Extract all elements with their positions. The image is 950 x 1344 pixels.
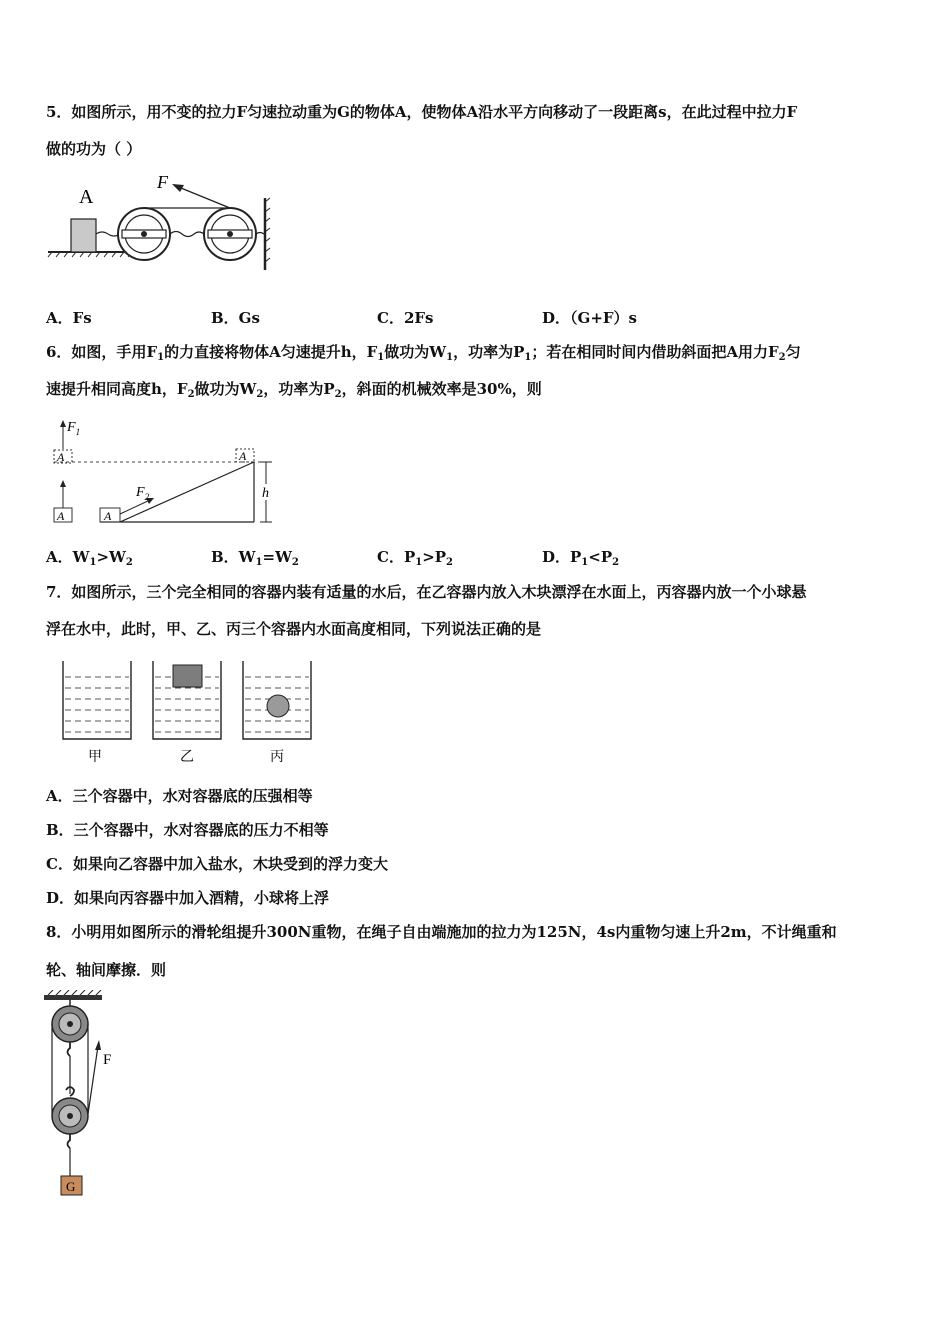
q8-stem-line2: 轮、轴间摩擦．则: [46, 961, 167, 979]
svg-text:A: A: [239, 449, 247, 463]
q8-label-f: F: [103, 1052, 112, 1068]
svg-text:A: A: [57, 509, 65, 523]
q7-stem-line1: 7．如图所示，三个完全相同的容器内装有适量的水后，在乙容器内放入木块漂浮在水面上，丙容器内放一个小球悬: [46, 583, 807, 601]
q5-option-a[interactable]: A．Fs: [46, 309, 92, 327]
q5-option-d[interactable]: D．（G+F）s: [542, 309, 637, 327]
svg-text:G: G: [66, 1179, 76, 1194]
q5-stem-line1: 5．如图所示，用不变的拉力F匀速拉动重为G的物体A，使物体A沿水平方向移动了一段距离s，在此过程中拉力F: [46, 103, 798, 121]
q6-option-b[interactable]: B．$W_1=W_2$: [211, 548, 299, 568]
q6-option-c[interactable]: C．$P_1>P_2$: [377, 548, 454, 568]
svg-text:F1: $F_1$: [67, 420, 81, 437]
q7-figure: [60, 657, 320, 769]
svg-text:A: A: [57, 450, 65, 464]
q5-label-a: A: [79, 186, 94, 208]
q7-option-a[interactable]: A．三个容器中，水对容器底的压强相等: [46, 787, 313, 805]
q7-container-jia: [63, 661, 131, 739]
q8-figure: [40, 990, 130, 1200]
q6-figure: [46, 414, 286, 530]
q6-option-d[interactable]: D．$P_1<P_2$: [542, 548, 620, 568]
q7-option-c[interactable]: C．如果向乙容器中加入盐水，木块受到的浮力变大: [46, 855, 388, 873]
q8-stem-line1: 8．小明用如图所示的滑轮组提升300N重物，在绳子自由端施加的拉力为125N，4s内重物匀速上升2m，不计绳重和: [46, 923, 837, 941]
q5-block-a: [71, 219, 96, 252]
q5-figure: [44, 168, 284, 276]
q8-fixed-pulley: [52, 1006, 88, 1042]
svg-text:A: A: [104, 509, 112, 523]
q6-stem-line1: 6．如图，手用$F_1$的力直接将物体A匀速提升h，$F_1$做功为$W_1$，功率为$P_1$；若在相同时间内借助斜面把A用力$F_2$匀: [46, 343, 801, 363]
q7-container-yi: [153, 661, 221, 739]
q7-ball: [267, 695, 289, 717]
q5-label-f: F: [157, 172, 168, 192]
q7-wood-block: [173, 665, 202, 687]
q6-option-a[interactable]: A．$W_1>W_2$: [46, 548, 133, 568]
svg-text:F2: $F_2$: [136, 485, 150, 502]
q5-option-c[interactable]: C．2Fs: [377, 309, 434, 327]
q7-stem-line2: 浮在水中，此时，甲、乙、丙三个容器内水面高度相同，下列说法正确的是: [46, 620, 542, 638]
q5-fixed-pulley: [204, 208, 256, 260]
q6-stem-line2: 速提升相同高度h，$F_2$做功为$W_2$，功率为$P_2$，斜面的机械效率是30%，则: [46, 380, 542, 400]
q5-stem-line2: 做的功为（ ）: [46, 140, 142, 158]
q8-movable-pulley: [52, 1098, 88, 1134]
q7-container-bing: [243, 661, 311, 739]
q7-caption-jia: 甲: [88, 749, 102, 765]
svg-text:h: h: [262, 486, 269, 501]
q7-caption-bing: 丙: [270, 749, 284, 765]
q5-movable-pulley: [118, 208, 170, 260]
q7-option-d[interactable]: D．如果向丙容器中加入酒精，小球将上浮: [46, 889, 330, 907]
q7-option-b[interactable]: B．三个容器中，水对容器底的压力不相等: [46, 821, 329, 839]
q5-option-b[interactable]: B．Gs: [211, 309, 260, 327]
q7-caption-yi: 乙: [180, 749, 194, 765]
